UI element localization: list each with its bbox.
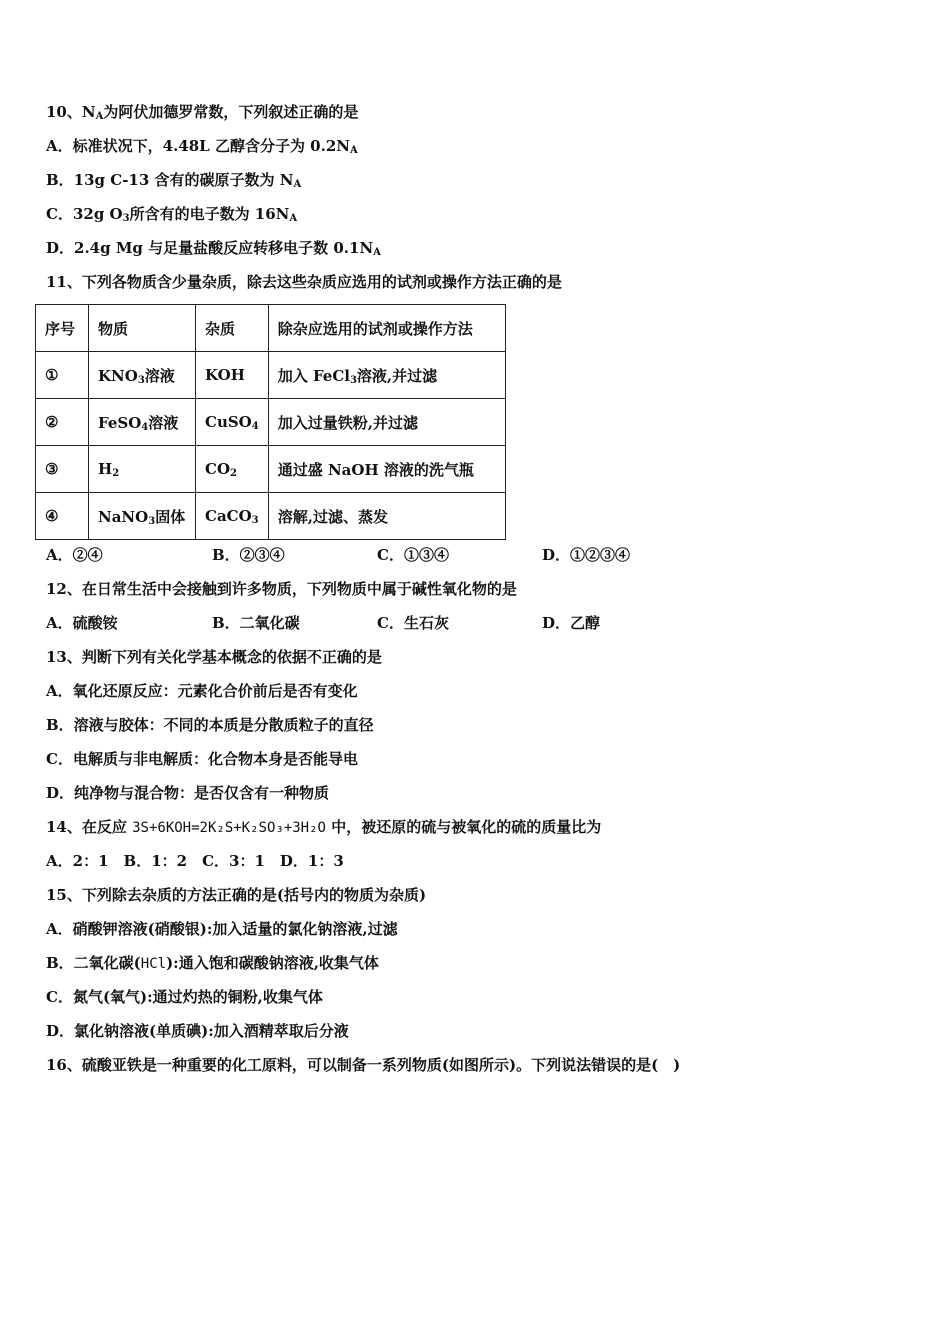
header-no: 序号 [36,305,89,352]
row-impurity: $CO_2$ [196,446,269,493]
table-header-row [36,305,506,352]
q11-option-a: A．②④ [46,546,103,564]
q10-option-d: D．2.4g Mg 与足量盐酸反应转移电子数 $0.1N_A$ [46,239,381,258]
q15-option-d: D．氯化钠溶液(单质碘):加入酒精萃取后分液 [46,1022,349,1040]
q12-option-d: D．乙醇 [542,614,601,632]
row-substance: $H_2$ [89,446,196,493]
q11-stem: 11、下列各物质含少量杂质，除去这些杂质应选用的试剂或操作方法正确的是 [46,273,562,291]
q14-equation: 3S+6KOH=2K₂S+K₂SO₃+3H₂O [132,820,326,836]
header-impurity: 杂质 [196,305,269,352]
row-method: 溶解,过滤、蒸发 [268,493,505,540]
table-row [36,352,506,399]
header-method: 除杂应选用的试剂或操作方法 [268,305,505,352]
q14-options: A．2：1 B．1：2 C．3：1 D．1：3 [46,852,344,870]
row-method: 通过盛 NaOH 溶液的洗气瓶 [268,446,505,493]
q13-option-b: B．溶液与胶体：不同的本质是分散质粒子的直径 [46,716,374,734]
q13-option-a: A．氧化还原反应：元素化合价前后是否有变化 [46,682,358,700]
q15-option-a: A．硝酸钾溶液(硝酸银):加入适量的氯化钠溶液,过滤 [46,920,398,938]
q12-option-a: A．硫酸铵 [46,614,118,632]
row-impurity: CaCO$_3$ [196,493,269,540]
q12-stem: 12、在日常生活中会接触到许多物质，下列物质中属于碱性氧化物的是 [46,580,517,598]
row-substance: NaNO$_3$固体 [89,493,196,540]
q14-stem: 14、在反应 3S+6KOH=2K₂S+K₂SO₃+3H₂O 中，被还原的硫与被氧化的硫的质量比为 [46,818,602,836]
row-substance: FeSO$_4$溶液 [89,399,196,446]
row-impurity: KOH [196,352,269,399]
table-row [36,399,506,446]
q10-option-b: B．13g C-13 含有的碳原子数为 $N_A$ [46,171,302,190]
row-method: 加入 FeCl$_3$溶液,并过滤 [268,352,505,399]
row-substance: $KNO_3$溶液 [89,352,196,399]
q15-option-c: C．氮气(氧气):通过灼热的铜粉,收集气体 [46,988,323,1006]
q10-option-a: A．标准状况下，4.48L 乙醇含分子为 $0.2N_A$ [46,137,358,156]
q12-option-b: B．二氧化碳 [212,614,300,632]
q10-option-c: C．32g $O_3$所含有的电子数为 $16N_A$ [46,205,298,224]
row-no: ② [36,399,89,446]
row-no: ① [36,352,89,399]
table-row [36,493,506,540]
row-method: 加入过量铁粉,并过滤 [268,399,505,446]
q15-stem: 15、下列除去杂质的方法正确的是(括号内的物质为杂质) [46,886,427,904]
q13-option-d: D．纯净物与混合物：是否仅含有一种物质 [46,784,330,802]
q11-option-c: C．①③④ [377,546,449,564]
q16-stem: 16、硫酸亚铁是一种重要的化工原料，可以制备一系列物质(如图所示)。下列说法错误的是( ) [46,1056,681,1074]
q13-stem: 13、判断下列有关化学基本概念的依据不正确的是 [46,648,382,666]
row-no: ③ [36,446,89,493]
q11-table [35,304,506,540]
q15-option-b: B．二氧化碳(HCl):通入饱和碳酸钠溶液,收集气体 [46,954,379,972]
q12-option-c: C．生石灰 [377,614,449,632]
header-substance: 物质 [89,305,196,352]
q11-option-d: D．①②③④ [542,546,631,564]
q11-option-b: B．②③④ [212,546,285,564]
row-impurity: CuSO$_4$ [196,399,269,446]
q13-option-c: C．电解质与非电解质：化合物本身是否能导电 [46,750,358,768]
q10-stem: 10、$N_A$为阿伏加德罗常数，下列叙述正确的是 [46,103,359,122]
table-row [36,446,506,493]
row-no: ④ [36,493,89,540]
